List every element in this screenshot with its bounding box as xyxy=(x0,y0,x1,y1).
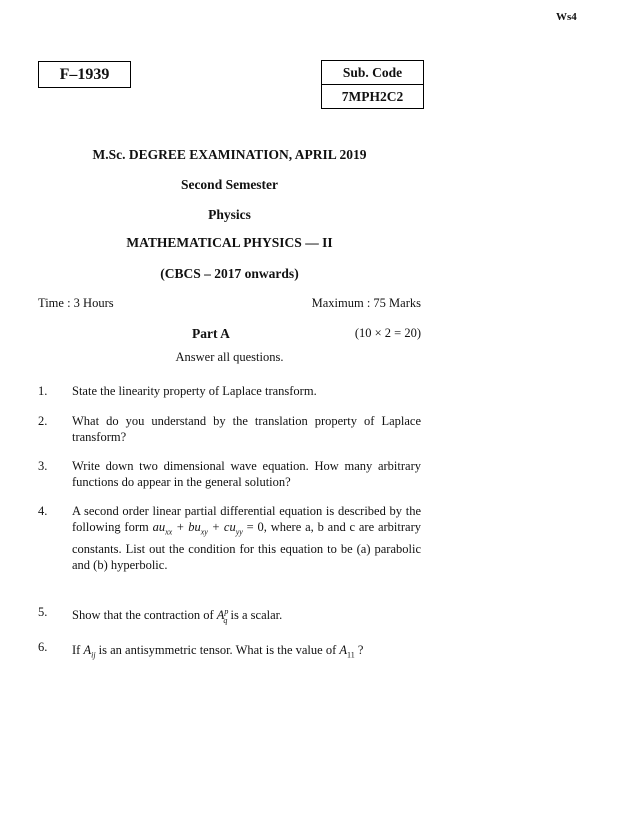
pde-equation: $au_{xx} + bu_{xy} + cu_{yy}$ xyxy=(152,520,243,537)
time-allowed: Time : 3 Hours xyxy=(38,296,114,310)
question-text: What do you understand by the translation property of Laplace transform? xyxy=(72,414,421,444)
question-text: A second order linear partial differential equation is described by the following form $au_{xx} + bu_{xy} + cu_{yy} = 0$, where a, b and c are arbitrary constants. List out the condition for this equation to be (a) parabolic and (b) hyperbolic. xyxy=(72,504,421,572)
question-number: 3. xyxy=(38,459,48,473)
question-number: 1. xyxy=(38,384,48,398)
scheme: (CBCS – 2017 onwards) xyxy=(160,266,299,281)
course-title: MATHEMATICAL PHYSICS — II xyxy=(126,235,333,250)
semester: Second Semester xyxy=(180,177,279,192)
sub-code-table xyxy=(321,60,424,109)
tensor-aij: $A_{ij}$ xyxy=(83,643,96,660)
question-text-part-a: Show that the contraction of xyxy=(72,608,214,623)
question-text: State the linearity property of Laplace transform. xyxy=(72,384,317,398)
question-text-part-b: is a scalar. xyxy=(230,608,283,623)
exam-title: M.Sc. DEGREE EXAMINATION, APRIL 2019 xyxy=(92,147,367,162)
question-number: 4. xyxy=(38,504,48,518)
sub-code-label: Sub. Code xyxy=(342,65,403,80)
question-number: 2. xyxy=(38,414,48,428)
corner-code: Ws4 xyxy=(556,11,577,23)
question-text-part-a: A second order linear partial differential equation is described by the following form xyxy=(72,504,421,534)
question-text: Write down two dimensional wave equation. How many arbitrary functions do appear in the general solution? xyxy=(72,459,421,489)
part-label: Part A xyxy=(192,326,230,341)
sub-code-value: 7MPH2C2 xyxy=(322,84,423,108)
question-text xyxy=(72,604,421,629)
part-marks: (10 × 2 = 20) xyxy=(354,326,421,340)
question-text-part-a: If xyxy=(72,643,81,657)
meta-row xyxy=(38,296,421,311)
question-text: If $A_{ij}$ is an antisymmetric tensor. What is the value of $A_{11}$ ? xyxy=(72,643,364,660)
tensor-a11: A xyxy=(339,643,347,657)
subject: Physics xyxy=(208,207,251,222)
question-number: 5. xyxy=(38,605,48,619)
paper-code-box: F–1939 xyxy=(38,61,131,88)
question-text-part-b: is an antisymmetric tensor. What is the value of xyxy=(98,643,337,657)
question-number: 6. xyxy=(38,640,48,654)
instruction: Answer all questions. xyxy=(175,350,284,364)
question-text-part-b: where a, b and c are arbitrary constants. List out the condition for this equation to be (a) parabolic and (b) hyperbolic. xyxy=(72,520,421,572)
max-marks: Maximum : 75 Marks xyxy=(311,296,421,310)
tensor-symbol: $A^p_q$ xyxy=(216,607,229,625)
